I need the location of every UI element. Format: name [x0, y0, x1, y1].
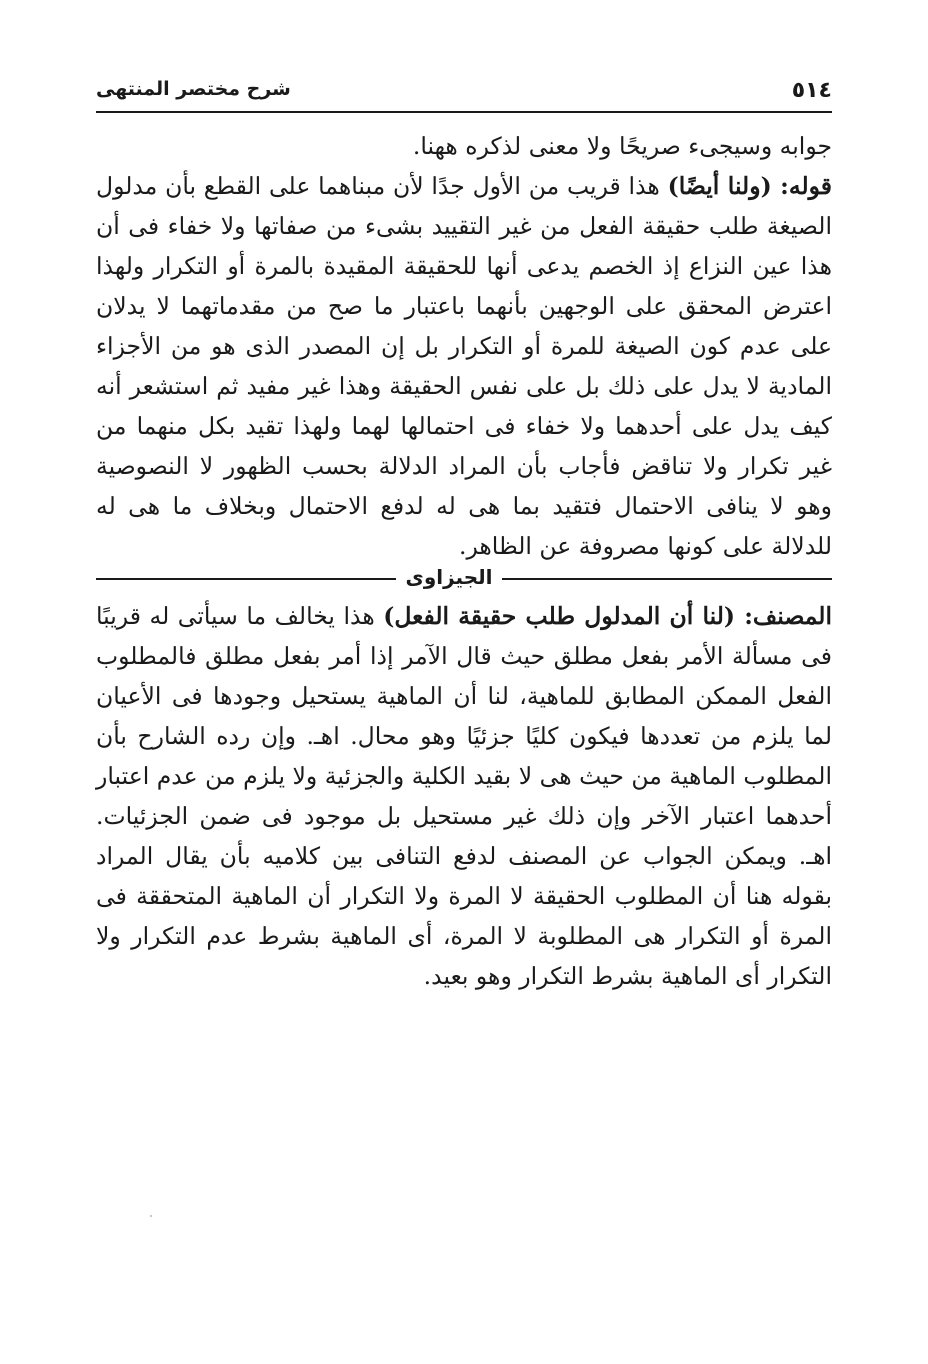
gloss-body: هذا يخالف ما سيأتى له قريبًا فى مسألة الأمر بفعل مطلق حيث قال الآمر إذا أمر بفعل مطلق فالمطلوب الفعل الممكن المطابق للماهية، لنا أن الماهية يستحيل وجودها فى الأعيان لما يلزم من تعددها فيكون كليًا جزئيًا وهو محال. اهـ. وإن رده الشارح بأن المطلوب الماهية من حيث هى لا بقيد الكلية والجزئية ولا يلزم من عدم اعتبار أحدهما اعتبار الآخر وإن ذلك غير مستحيل بل موجود فى ضمن الجزئيات. اهـ. ويمكن الجواب عن المصنف لدفع التنافى بين كلاميه بأن يقال المراد بقوله هنا أن المطلوب الحقيقة لا المرة ولا التكرار أن الماهية المتحققة فى المرة أو التكرار هى المطلوبة لا المرة، أى الماهية بشرط عدم التكرار ولا التكرار أى الماهية بشرط التكرار وهو بعيد. — [96, 602, 832, 990]
commentary-body: هذا قريب من الأول جدًا لأن مبناهما على القطع بأن مدلول الصيغة طلب حقيقة الفعل من غير التقييد بشىء من صفاتها ولا خفاء فى أن هذا عين النزاع إذ الخصم يدعى أنها للحقيقة المقيدة بالمرة أو التكرار ولهذا اعترض المحقق على الوجهين بأنهما باعتبار ما صح من مقدماتهما لا يدلان على عدم كون الصيغة للمرة أو التكرار بل إن المصدر الذى هو من الأجزاء المادية لا يدل على ذلك بل على نفس الحقيقة وهذا غير مفيد ثم استشعر أنه كيف يدل على أحدهما ولا خفاء فى احتمالها لهما ولهذا تقيد بكل منهما من غير تكرار ولا تناقض فأجاب بأن المراد الدلالة بحسب الظهور لا النصوصية وهو لا ينافى الاحتمال فتقيد بما هى له لدفع الاحتمال وبخلاف ما هى له للدلالة على كونها مصروفة عن الظاهر. — [96, 172, 832, 560]
section-label: الجيزاوى — [405, 565, 493, 589]
header-rule — [96, 111, 832, 113]
running-header — [96, 74, 832, 108]
gloss-lead: المصنف: (لنا أن المدلول طلب حقيقة الفعل) — [383, 602, 832, 630]
commentary-opening — [96, 126, 832, 166]
book-title: شرح مختصر المنتهى — [96, 78, 291, 100]
scan-speck — [150, 1215, 152, 1217]
commentary-paragraph — [96, 166, 832, 566]
commentary-opening-text: جوابه وسيجىء صريحًا ولا معنى لذكره ههنا. — [412, 132, 832, 160]
page-number: ٥١٤ — [791, 78, 832, 103]
gloss-block — [96, 596, 832, 996]
gloss-paragraph — [96, 596, 832, 996]
section-divider — [96, 562, 832, 592]
commentary-block — [96, 126, 832, 566]
commentary-lead: قوله: (ولنا أيضًا) — [667, 172, 832, 200]
divider-line-left — [96, 578, 396, 580]
divider-line-right — [502, 578, 832, 580]
